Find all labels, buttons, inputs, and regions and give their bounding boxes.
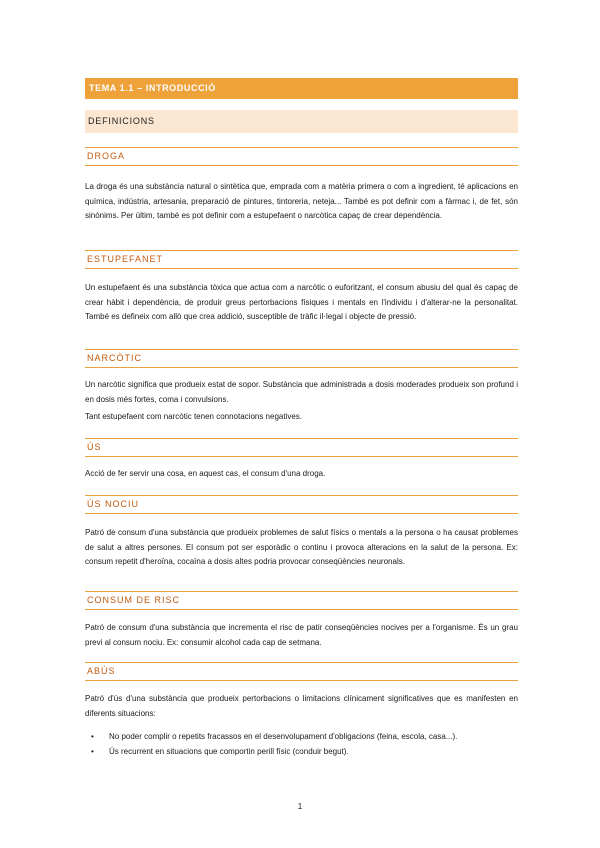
- section-heading: ÚS: [85, 438, 518, 457]
- section-paragraph: Tant estupefaent com narcòtic tenen connotacions negatives.: [85, 412, 303, 421]
- bullet-icon: •: [91, 732, 94, 741]
- section-estupefaent: [85, 250, 518, 325]
- section-paragraph: Patró de consum d'una substància que incrementa el risc de patir conseqüències nocives per a l'organisme. És un grau previ al consum nociu. Ex: consumir alcohol cada cap de setmana.: [85, 623, 518, 647]
- section-paragraph: Patró de consum d'una substància que produeix problemes de salut físics o mentals a la persona o ha causat problemes de salut a altres persones. El consum pot ser esporàdic o continu i provoca alteracions en la salut de la persona. Ex: consum repetit d'heroïna, cocaïna a dosis altes podria provocar conseqüències neuronals.: [85, 528, 518, 566]
- section-paragraph: Acció de fer servir una cosa, en aquest cas, el consum d'una droga.: [85, 469, 326, 478]
- section-abus: [85, 662, 518, 759]
- section-paragraph: Un estupefaent és una substància tòxica que actua com a narcòtic o euforitzant, el consum abusiu del qual és capaç de crear hàbit i dependència, de produir greus pertorbacions físiques i mentals en l'individu i d'alterar-ne la personalitat. També es defineix com allò que crea addició, susceptible de tràfic il·legal i objecte de pressió.: [85, 283, 518, 321]
- section-heading: NARCÒTIC: [85, 349, 518, 368]
- section-paragraph: Un narcòtic significa que produeix estat de sopor. Substància que administrada a dosis moderades produeix son profund i en dosis més fortes, coma i convulsions.: [85, 380, 518, 404]
- page-number: 1: [297, 802, 303, 811]
- section-droga: [85, 147, 518, 224]
- section-heading: ÚS NOCIU: [85, 495, 518, 514]
- list-item: [85, 730, 518, 745]
- section-paragraph: Patró d'ús d'una substància que produeix pertorbacions o limitacions clínicament significatives que es manifesten en diferents situacions:: [85, 694, 518, 718]
- section-heading: DROGA: [85, 147, 518, 166]
- section-narcotic: [85, 349, 518, 425]
- page-title: TEMA 1.1 – INTRODUCCIÓ: [85, 78, 518, 99]
- section-heading: ABÚS: [85, 662, 518, 681]
- bullet-icon: •: [91, 746, 94, 756]
- list-item: [85, 745, 518, 760]
- section-paragraph: La droga és una substància natural o sintètica que, emprada com a matèria primera o com a ingredient, té aplicacions en química, indústria, artesania, preparació de pintures, tintoreria, neteja... També es pot definir com a fàrmac i, de fet, són sinònims. Per últim, també es pot definir com a estupefaent o narcòtica capaç de crear dependència.: [85, 182, 518, 220]
- section-heading: CONSUM DE RISC: [85, 591, 518, 610]
- section-heading: ESTUPEFANET: [85, 250, 518, 269]
- section-subtitle: DEFINICIONS: [85, 110, 518, 133]
- list-item-text: No poder complir o repetits fracassos en el desenvolupament d'obligacions (feina, escola, casa...).: [109, 732, 458, 741]
- section-us-nociu: [85, 495, 518, 570]
- list-item-text: Ús recurrent en situacions que comportin perill físic (conduir begut).: [109, 746, 349, 756]
- section-consum-de-risc: [85, 591, 518, 650]
- section-us: [85, 438, 518, 482]
- bullet-list: [85, 730, 518, 759]
